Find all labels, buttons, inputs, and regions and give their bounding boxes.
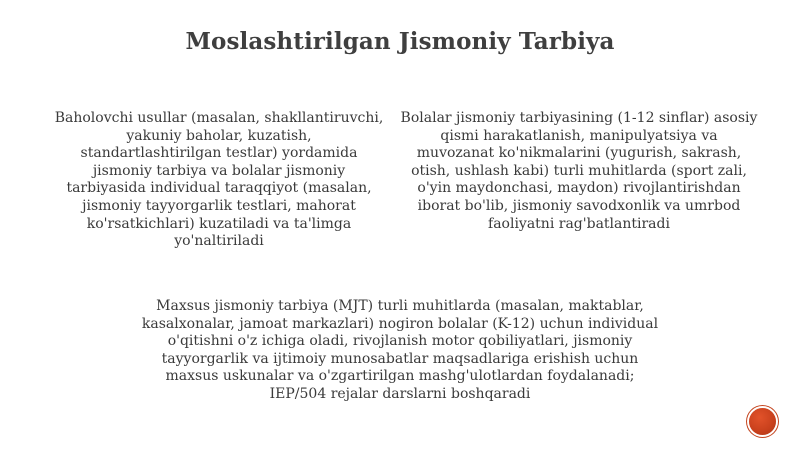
circle-nav-icon[interactable] [749,408,776,435]
slide-title: Moslashtirilgan Jismoniy Tarbiya [185,28,615,55]
text-block-right: Bolalar jismoniy tarbiyasining (1-12 sinflar) asosiy qismi harakatlanish, manipulyatsiya va muvozanat ko'nikmalarini (yugurish, sakrash, otish, ushlash kabi) turli muhitlarda (sport zali, o'yin maydonchasi, maydon) rivojlantirishdan iborat bo'lib, jismoniy savodxonlik va umrbod faoliyatni rag'batlantiradi [400,110,758,232]
text-block-bottom: Maxsus jismoniy tarbiya (MJT) turli muhitlarda (masalan, maktablar, kasalxonalar, jamoat markazlari) nogiron bolalar (K-12) uchun individual o'qitishni o'z ichiga oladi, rivojlanish motor qobiliyatlari, jismoniy tayyorgarlik va ijtimoiy munosabatlar maqsadlariga erishish uchun maxsus uskunalar va o'zgartirilgan mashg'ulotlardan foydalanadi; IEP/504 rejalar darslarni boshqaradi [141,298,659,402]
text-block-left: Baholovchi usullar (masalan, shakllantiruvchi, yakuniy baholar, kuzatish, standartlashtirilgan testlar) yordamida jismoniy tarbiya va bolalar jismoniy tarbiyasida individual taraqqiyot (masalan, jismoniy tayyorgarlik testlari, mahorat ko'rsatkichlari) kuzatiladi va ta'limga yo'naltiriladi [54,110,384,250]
